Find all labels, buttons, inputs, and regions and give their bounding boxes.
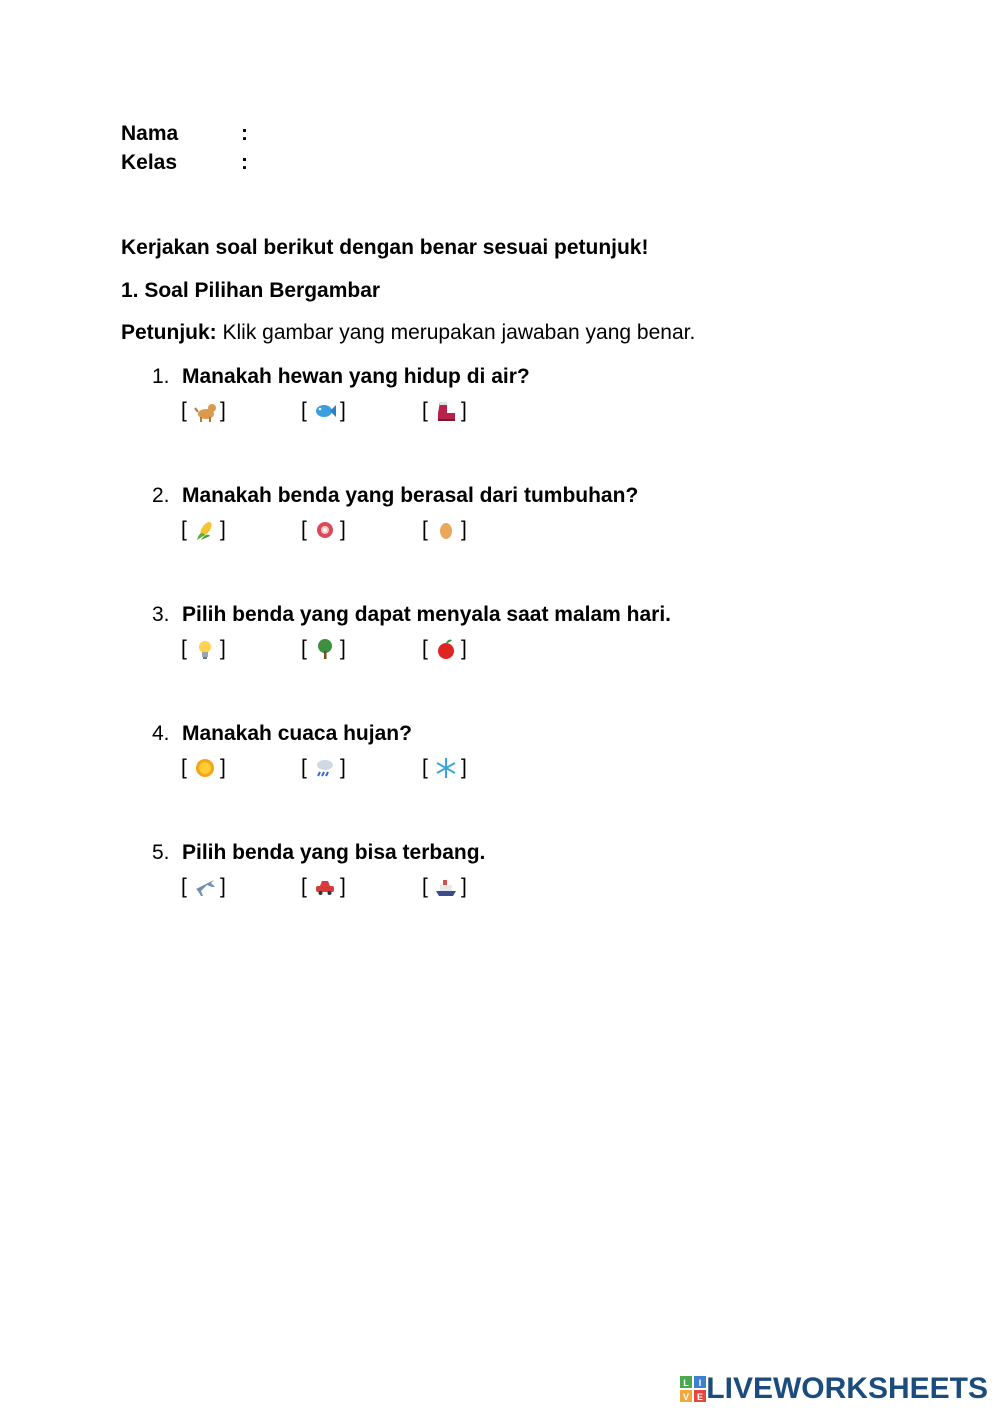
answer-option[interactable] (301, 635, 351, 663)
airplane-icon (193, 875, 217, 899)
light-bulb-icon (193, 637, 217, 661)
answer-option[interactable] (181, 873, 231, 901)
bracket-close: ] (461, 875, 467, 898)
bracket-open: [ (181, 518, 187, 541)
answer-option[interactable] (422, 516, 472, 544)
question-number: 3. (152, 603, 170, 626)
apple-icon (434, 637, 458, 661)
name-colon: : (241, 122, 248, 145)
bracket-close: ] (220, 399, 226, 422)
meat-icon (313, 518, 337, 542)
svg-text:L: L (683, 1378, 690, 1388)
bracket-open: [ (181, 756, 187, 779)
question-number: 1. (152, 365, 170, 388)
name-row (121, 122, 248, 146)
bracket-close: ] (220, 518, 226, 541)
class-row (121, 151, 248, 175)
liveworksheets-mark-icon (680, 1376, 706, 1402)
answer-option[interactable] (301, 754, 351, 782)
bracket-open: [ (422, 399, 428, 422)
hint-label: Petunjuk: (121, 321, 217, 344)
instruction: Kerjakan soal berikut dengan benar sesuai petunjuk! (121, 236, 649, 259)
name-label: Nama (121, 122, 179, 145)
answer-option[interactable] (181, 754, 231, 782)
question-text: Pilih benda yang dapat menyala saat malam hari. (182, 603, 672, 626)
bracket-close: ] (220, 637, 226, 660)
bracket-open: [ (422, 756, 428, 779)
section-title: 1. Soal Pilihan Bergambar (121, 279, 381, 302)
question-1 (152, 365, 530, 389)
answer-option[interactable] (301, 516, 351, 544)
bracket-open: [ (422, 637, 428, 660)
bracket-close: ] (340, 637, 346, 660)
question-number: 5. (152, 841, 170, 864)
tree-icon (313, 637, 337, 661)
question-text: Manakah cuaca hujan? (182, 722, 412, 745)
svg-text:E: E (697, 1392, 704, 1402)
bracket-open: [ (422, 518, 428, 541)
bracket-open: [ (181, 875, 187, 898)
sun-icon (193, 756, 217, 780)
fish-icon (313, 399, 337, 423)
car-icon (313, 875, 337, 899)
answer-option[interactable] (422, 397, 472, 425)
question-2 (152, 484, 638, 508)
boot-icon (434, 399, 458, 423)
answer-option[interactable] (422, 754, 472, 782)
bracket-open: [ (301, 875, 307, 898)
bracket-open: [ (301, 399, 307, 422)
egg-icon (434, 518, 458, 542)
answer-option[interactable] (422, 873, 472, 901)
question-text: Pilih benda yang bisa terbang. (182, 841, 486, 864)
bracket-open: [ (301, 756, 307, 779)
answer-option[interactable] (301, 397, 351, 425)
logo-text: LIVEWORKSHEETS (706, 1372, 988, 1405)
bracket-close: ] (340, 518, 346, 541)
dog-icon (193, 399, 217, 423)
liveworksheets-logo (680, 1372, 988, 1406)
question-number: 4. (152, 722, 170, 745)
bracket-close: ] (340, 875, 346, 898)
answer-option[interactable] (181, 397, 231, 425)
bracket-close: ] (340, 399, 346, 422)
bracket-open: [ (181, 637, 187, 660)
bracket-close: ] (220, 875, 226, 898)
hint-text: Klik gambar yang merupakan jawaban yang benar. (216, 321, 696, 344)
answer-option[interactable] (422, 635, 472, 663)
bracket-open: [ (422, 875, 428, 898)
bracket-close: ] (461, 518, 467, 541)
class-colon: : (241, 151, 248, 174)
bracket-close: ] (340, 756, 346, 779)
question-number: 2. (152, 484, 170, 507)
bracket-close: ] (461, 756, 467, 779)
corn-icon (193, 518, 217, 542)
bracket-close: ] (220, 756, 226, 779)
svg-text:I: I (699, 1378, 702, 1388)
bracket-open: [ (181, 399, 187, 422)
ship-icon (434, 875, 458, 899)
class-label: Kelas (121, 151, 178, 174)
question-text: Manakah hewan yang hidup di air? (182, 365, 530, 388)
question-4 (152, 722, 412, 746)
answer-option[interactable] (181, 516, 231, 544)
answer-option[interactable] (181, 635, 231, 663)
hint (121, 321, 695, 345)
question-3 (152, 603, 671, 627)
snowflake-icon (434, 756, 458, 780)
bracket-open: [ (301, 637, 307, 660)
bracket-open: [ (301, 518, 307, 541)
question-5 (152, 841, 485, 865)
question-text: Manakah benda yang berasal dari tumbuhan? (182, 484, 639, 507)
bracket-close: ] (461, 399, 467, 422)
rain-cloud-icon (313, 756, 337, 780)
answer-option[interactable] (301, 873, 351, 901)
bracket-close: ] (461, 637, 467, 660)
svg-text:V: V (683, 1392, 690, 1402)
